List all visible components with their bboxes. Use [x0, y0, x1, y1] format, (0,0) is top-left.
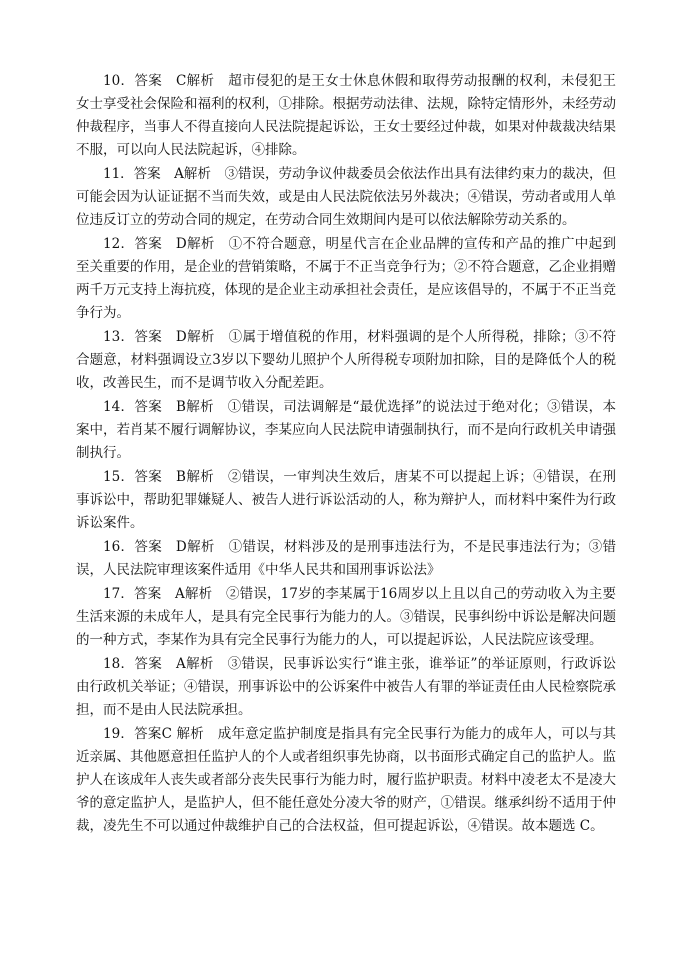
- answer-10: 10．答案 C解析 超市侵犯的是王女士休息休假和取得劳动报酬的权利，未侵犯王女士享受社会保险和福利的权利，①排除。根据劳动法律、法规，除特定情形外，未经劳动仲裁程序，当事人不得直接向人民法院提起诉讼，王女士要经过仲裁，如果对仲裁裁决结果不服，可以向人民法院起诉，④排除。: [76, 73, 616, 158]
- answer-13: 13．答案 D解析 ①属于增值税的作用，材料强调的是个人所得税，排除；③不符合题意，材料强调设立3岁以下婴幼儿照护个人所得税专项附加扣除，目的是降低个人的税收，改善民生，而不是调节收入分配差距。: [76, 329, 616, 391]
- answer-12: 12．答案 D解析 ①不符合题意，明星代言在企业品牌的宣传和产品的推广中起到至关重要的作用，是企业的营销策略，不属于不正当竞争行为；②不符合题意，乙企业捐赠两千万元支持上海抗疫，体现的是企业主动承担社会责任，是应该倡导的，不属于不正当竞争行为。: [76, 236, 616, 321]
- answer-14: 14．答案 B解析 ①错误，司法调解是“最优选择”的说法过于绝对化；③错误，本案中，若肖某不履行调解协议，李某应向人民法院申请强制执行，而不是向行政机关申请强制执行。: [76, 399, 616, 461]
- answer-18: 18．答案 A解析 ③错误，民事诉讼实行“谁主张，谁举证”的举证原则，行政诉讼由行政机关举证；④错误，刑事诉讼中的公诉案件中被告人有罪的举证责任由人民检察院承担，而不是由人民法院承担。: [76, 656, 616, 718]
- answer-19: 19．答案C 解析 成年意定监护制度是指具有完全民事行为能力的成年人，可以与其近亲属、其他愿意担任监护人的个人或者组织事先协商，以书面形式确定自己的监护人。监护人在该成年人丧失或者部分丧失民事行为能力时，履行监护职责。材料中凌老太不是凌大爷的意定监护人，是监护人，但不能任意处分凌大爷的财产，①错误。继承纠纷不适用于仲裁，凌先生不可以通过仲裁维护自己的合法权益，但可提起诉讼，④错误。故本题选 C。: [76, 726, 616, 834]
- answer-11: 11．答案 A解析 ③错误，劳动争议仲裁委员会依法作出具有法律约束力的裁决，但可能会因为认证证据不当而失效，或是由人民法院依法另外裁决；④错误，劳动者或用人单位违反订立的劳动合同的规定，在劳动合同生效期间内是可以依法解除劳动关系的。: [76, 166, 616, 228]
- answer-list: [76, 70, 616, 839]
- answer-17: 17．答案 A解析 ②错误，17岁的李某属于16周岁以上且以自己的劳动收入为主要生活来源的未成年人，是具有完全民事行为能力的人。③错误，民事纠纷中诉讼是解决问题的一种方式，李某作为具有完全民事行为能力的人，可以提起诉讼，人民法院应该受理。: [76, 586, 616, 648]
- answer-16: 16．答案 D解析 ①错误，材料涉及的是刑事违法行为，不是民事违法行为；③错误，人民法院审理该案件适用《中华人民共和国刑事诉讼法》: [76, 539, 616, 578]
- answer-15: 15．答案 B解析 ②错误，一审判决生效后，唐某不可以提起上诉；④错误，在刑事诉讼中，帮助犯罪嫌疑人、被告人进行诉讼活动的人，称为辩护人，而材料中案件为行政诉讼案件。: [76, 469, 616, 531]
